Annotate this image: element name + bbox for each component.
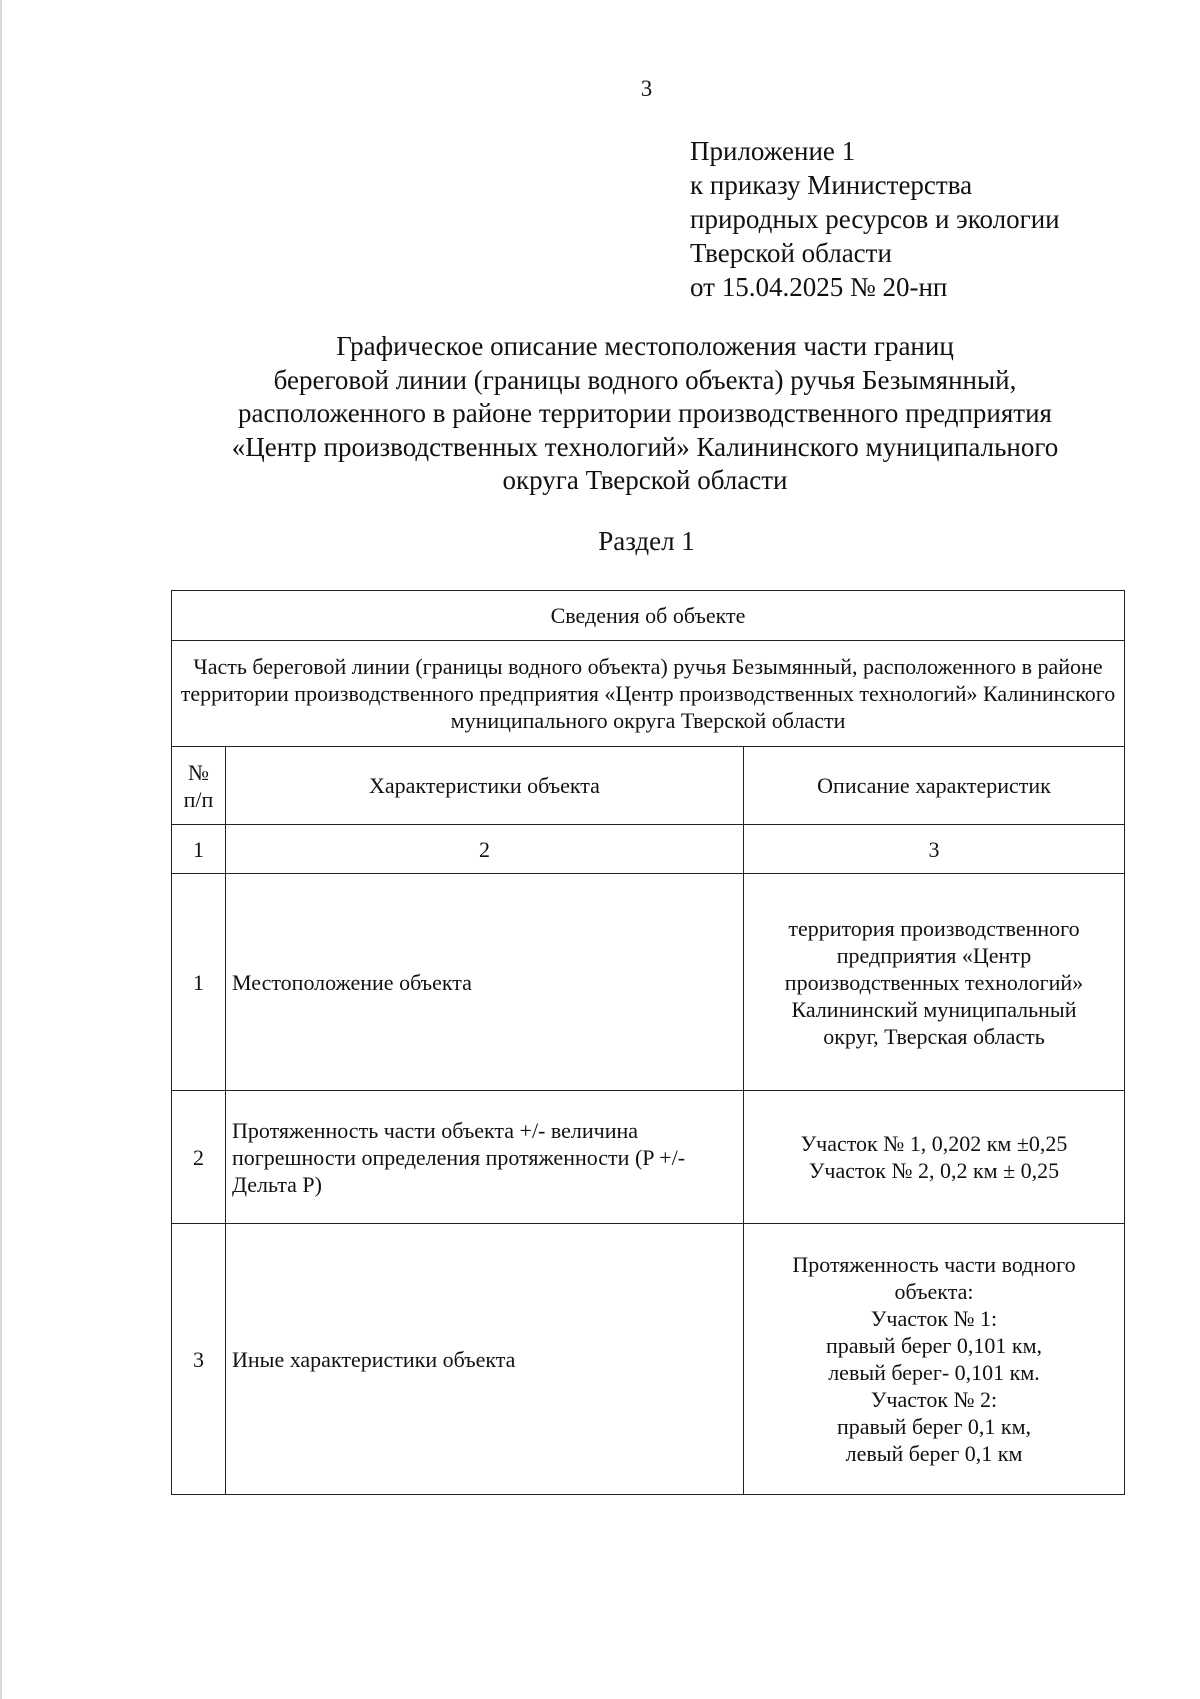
object-info-table [171,590,1125,1495]
column-header-row [172,747,1125,825]
table-row [172,874,1125,1091]
description-line: округ, Тверская область [823,1023,1045,1049]
appendix-line: Приложение 1 [690,136,856,166]
appendix-line: природных ресурсов и экологии [690,204,1060,234]
row-description [744,874,1125,1091]
appendix-line: к приказу Министерства [690,170,973,200]
page-number: 3 [640,76,653,101]
row-description [744,1091,1125,1224]
appendix-line: Тверской области [690,238,892,268]
table-heading-row [172,591,1125,641]
description-line: предприятия «Центр [836,942,1032,968]
section-title: Раздел 1 [598,526,695,556]
title-line: округа Тверской области [502,465,788,495]
description-line: Участок № 2, 0,2 км ± 0,25 [808,1158,1060,1183]
title-line: Графическое описание местоположения части границ [336,331,954,361]
row-number: 2 [172,1091,226,1224]
description-line: левый берег- 0,101 км. [828,1360,1040,1385]
object-name-row [172,641,1125,747]
column-header-num: № п/п [172,747,226,825]
row-number: 1 [172,874,226,1091]
description-line: правый берег 0,101 км, [825,1333,1043,1358]
description-line: территория производственного [788,915,1080,941]
column-index: 1 [172,825,226,874]
description-line: Участок № 1, 0,202 км ±0,25 [800,1131,1068,1156]
table-heading: Сведения об объекте [172,591,1125,641]
table-row [172,1091,1125,1224]
title-line: расположенного в районе территории производственного предприятия [238,398,1052,428]
description-line: производственных технологий» [784,969,1084,995]
row-characteristic: Местоположение объекта [226,874,744,1091]
column-index: 2 [226,825,744,874]
row-characteristic: Иные характеристики объекта [226,1224,744,1495]
description-line: левый берег 0,1 км [845,1441,1023,1466]
description-line: Участок № 2: [870,1387,998,1412]
column-index: 3 [744,825,1125,874]
row-characteristic: Протяженность части объекта +/- величина погрешности определения протяженности (P +/- Дельта P) [226,1091,744,1224]
column-index-row [172,825,1125,874]
description-line: Протяженность части водного [792,1252,1076,1277]
row-number: 3 [172,1224,226,1495]
scan-edge [0,0,2,1699]
document-title [150,330,1140,498]
object-name: Часть береговой линии (границы водного объекта) ручья Безымянный, расположенного в районе территории производственного предприятия «Центр производственных технологий» Калининского муниципального округа Тверской области [172,641,1125,747]
row-description [744,1224,1125,1495]
appendix-block [690,134,1060,304]
column-header-characteristic: Характеристики объекта [226,747,744,825]
description-line: объекта: [894,1279,974,1304]
table-row [172,1224,1125,1495]
column-header-description: Описание характеристик [744,747,1125,825]
description-line: правый берег 0,1 км, [836,1414,1032,1439]
appendix-line: от 15.04.2025 № 20-нп [690,272,948,302]
title-line: «Центр производственных технологий» Калининского муниципального [231,431,1059,462]
description-line: Калининский муниципальный [791,996,1077,1022]
title-line: береговой линии (границы водного объекта) ручья Безымянный, [273,364,1017,395]
description-line: Участок № 1: [870,1306,998,1331]
